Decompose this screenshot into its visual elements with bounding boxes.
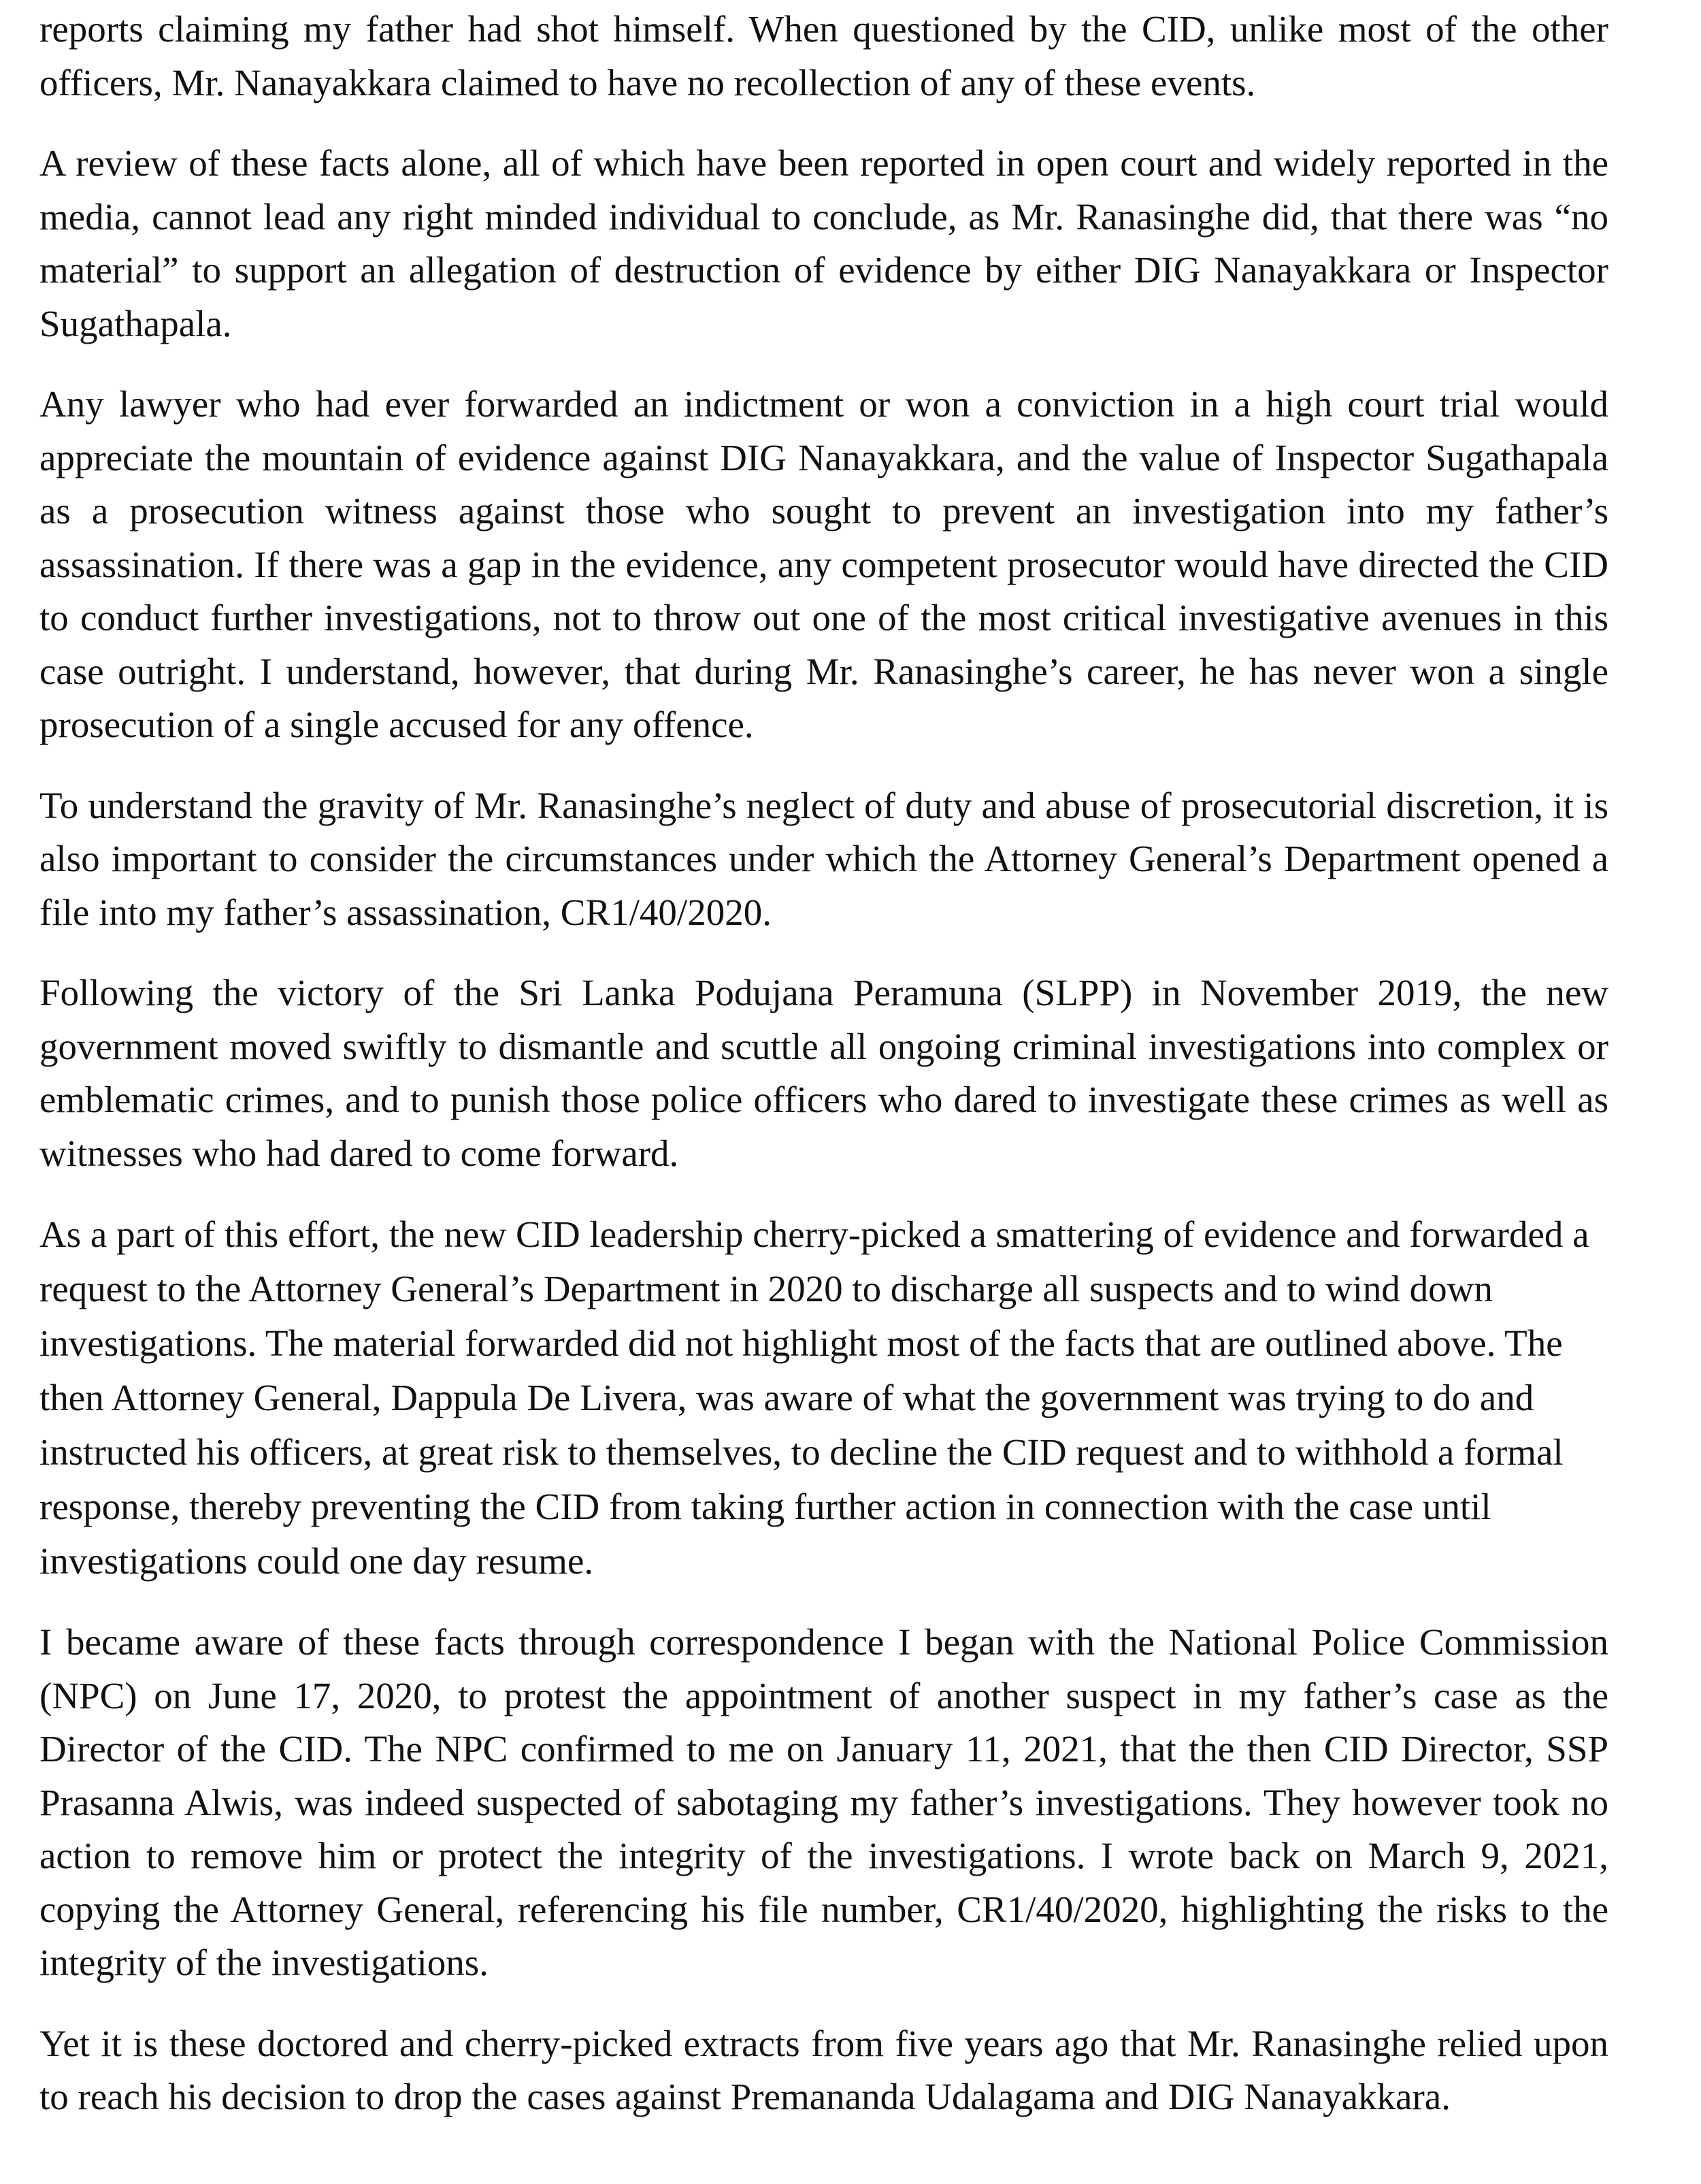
paragraph-3: Any lawyer who had ever forwarded an indictment or won a conviction in a high court trial would appreciate the mountain of evidence against DIG Nanayakkara, and the value of Inspector Sugathapala as a prosecution witness against those who sought to prevent an investigation into my father’s assassination. If there was a gap in the evidence, any competent prosecutor would have directed the CID to conduct further investigations, not to throw out one of the most critical investigative avenues in this case outright. I understand, however, that during Mr. Ranasinghe’s career, he has never won a single prosecution of a single accused for any offence. <box>39 383 1608 745</box>
paragraph-8: Yet it is these doctored and cherry-picked extracts from five years ago that Mr. Ranasinghe relied upon to reach his decision to drop the cases against Premananda Udalagama and DIG Nanayakkara. <box>39 2022 1608 2117</box>
paragraph-1: reports claiming my father had shot himself. When questioned by the CID, unlike most of the other officers, Mr. Nanayakkara claimed to have no recollection of any of these events. <box>39 8 1608 103</box>
paragraph-5: Following the victory of the Sri Lanka Podujana Peramuna (SLPP) in November 2019, the new government moved swiftly to dismantle and scuttle all ongoing criminal investigations into complex or emblematic crimes, and to punish those police officers who dared to investigate these crimes as well as witnesses who had dared to come forward. <box>39 972 1608 1174</box>
paragraph-4: To understand the gravity of Mr. Ranasinghe’s neglect of duty and abuse of prosecutorial discretion, it is also important to consider the circumstances under which the Attorney General’s Department opened a file into my father’s assassination, CR1/40/2020. <box>39 784 1608 933</box>
document-page <box>39 0 1608 2151</box>
paragraph-7: I became aware of these facts through correspondence I began with the National Police Commission (NPC) on June 17, 2020, to protest the appointment of another suspect in my father’s case as the Director of the CID. The NPC confirmed to me on January 11, 2021, that the then CID Director, SSP Prasanna Alwis, was indeed suspected of sabotaging my father’s investigations. They however took no action to remove him or protect the integrity of the investigations. I wrote back on March 9, 2021, copying the Attorney General, referencing his file number, CR1/40/2020, highlighting the risks to the integrity of the investigations. <box>39 1621 1608 1983</box>
paragraph-2: A review of these facts alone, all of which have been reported in open court and widely reported in the media, cannot lead any right minded individual to conclude, as Mr. Ranasinghe did, that there was “no material” to support an allegation of destruction of evidence by either DIG Nanayakkara or Inspector Sugathapala. <box>39 142 1608 344</box>
paragraph-6: As a part of this effort, the new CID leadership cherry-picked a smattering of evidence and forwarded a request to the Attorney General’s Department in 2020 to discharge all suspects and to wind down investigations. The material forwarded did not highlight most of the facts that are outlined above. The then Attorney General, Dappula De Livera, was aware of what the government was trying to do and instructed his officers, at great risk to themselves, to decline the CID request and to withhold a formal response, thereby preventing the CID from taking further action in connection with the case until investigations could one day resume. <box>39 1213 1589 1582</box>
